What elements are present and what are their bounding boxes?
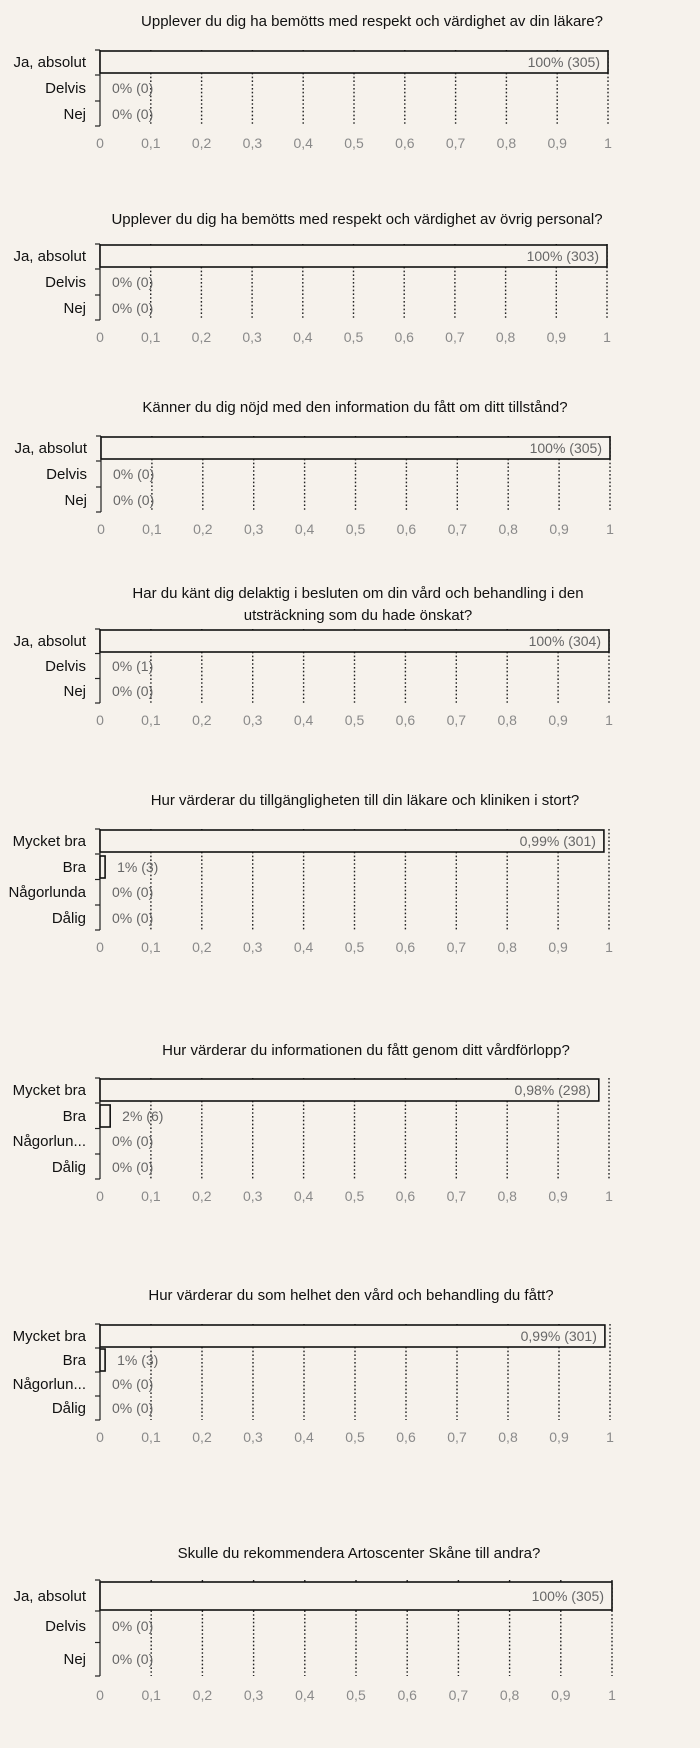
x-tick-label: 0,6 — [394, 329, 414, 345]
x-tick-label: 0 — [96, 939, 104, 955]
x-tick-label: 0,2 — [191, 135, 212, 151]
category-label: Delvis — [45, 658, 86, 675]
x-tick-label: 0,8 — [497, 939, 517, 955]
x-tick-label: 0,2 — [192, 1188, 212, 1204]
x-tick-label: 0,5 — [345, 1429, 365, 1445]
x-tick-label: 0,2 — [192, 939, 212, 955]
x-tick-label: 0,7 — [447, 1429, 467, 1445]
category-label: Nej — [64, 492, 87, 509]
category-label: Mycket bra — [12, 1082, 86, 1099]
x-tick-label: 0,7 — [446, 1188, 467, 1204]
x-tick-label: 0,9 — [548, 712, 568, 728]
category-label: Nej — [63, 1651, 86, 1668]
chart-title: Skulle du rekommendera Artoscenter Skåne till andra? — [177, 1545, 541, 1562]
x-tick-label: 0,6 — [396, 521, 417, 537]
chart-3 — [0, 380, 700, 570]
x-tick-label: 0 — [97, 521, 105, 537]
chart-7 — [0, 1260, 700, 1520]
chart-title: Känner du dig nöjd med den information du fått om ditt tillstånd? — [142, 399, 568, 416]
x-tick-label: 0,7 — [445, 135, 466, 151]
x-tick-label: 0,7 — [446, 712, 467, 728]
x-tick-label: 0,7 — [448, 1687, 469, 1703]
data-label: 100% (303) — [526, 248, 599, 264]
x-tick-label: 1 — [605, 712, 613, 728]
x-tick-label: 0 — [96, 329, 104, 345]
x-tick-label: 0,3 — [242, 1188, 263, 1204]
x-tick-label: 0,1 — [141, 712, 161, 728]
data-label: 0% (0) — [112, 1133, 154, 1149]
chart-6 — [0, 1010, 700, 1260]
data-label: 0% (0) — [112, 1376, 154, 1392]
data-label: 0% (0) — [112, 683, 154, 699]
x-tick-label: 0,4 — [294, 1429, 314, 1445]
x-tick-label: 0,4 — [293, 939, 314, 955]
category-label: Nej — [63, 300, 86, 317]
x-tick-label: 0,3 — [242, 712, 263, 728]
x-tick-label: 0,5 — [344, 1188, 365, 1204]
x-tick-label: 0,2 — [192, 1687, 213, 1703]
x-tick-label: 0,4 — [293, 135, 313, 151]
data-label: 100% (305) — [531, 1588, 604, 1604]
category-label: Ja, absolut — [13, 633, 86, 650]
x-tick-label: 0,5 — [343, 329, 364, 345]
x-tick-label: 0,1 — [141, 1429, 161, 1445]
data-label: 0% (0) — [112, 1651, 154, 1667]
x-tick-label: 0,3 — [242, 939, 263, 955]
x-tick-label: 0,7 — [445, 329, 465, 345]
x-tick-label: 0,1 — [141, 1188, 161, 1204]
x-tick-label: 0 — [96, 135, 104, 151]
category-label: Delvis — [45, 1618, 86, 1635]
x-tick-label: 0 — [96, 1188, 104, 1204]
x-tick-label: 0,4 — [295, 1687, 315, 1703]
x-tick-label: 0,6 — [397, 1687, 417, 1703]
x-tick-label: 0,9 — [551, 1687, 571, 1703]
data-label: 0% (0) — [112, 1159, 154, 1175]
bar — [100, 1105, 110, 1127]
x-tick-label: 0,6 — [395, 712, 416, 728]
x-tick-label: 0,9 — [546, 329, 567, 345]
category-label: Någorlun... — [12, 1133, 86, 1150]
x-tick-label: 0,5 — [344, 712, 365, 728]
x-tick-label: 0,2 — [192, 1429, 212, 1445]
chart-title: Hur värderar du tillgängligheten till din läkare och kliniken i stort? — [150, 792, 580, 809]
x-tick-label: 0,9 — [548, 939, 568, 955]
x-tick-label: 0,8 — [497, 1188, 517, 1204]
x-tick-label: 0,9 — [549, 521, 569, 537]
category-label: Delvis — [46, 466, 87, 483]
chart-title: utsträckning som du hade önskat? — [243, 607, 473, 624]
x-tick-label: 0,2 — [192, 712, 212, 728]
x-tick-label: 0,8 — [495, 329, 516, 345]
x-tick-label: 0 — [96, 1429, 104, 1445]
category-label: Någorlun... — [12, 1376, 86, 1393]
data-label: 0% (0) — [112, 106, 154, 122]
data-label: 0% (0) — [112, 1618, 154, 1634]
x-tick-label: 0,3 — [243, 521, 264, 537]
x-tick-label: 0,6 — [395, 1188, 416, 1204]
x-tick-label: 0 — [96, 712, 104, 728]
chart-2 — [0, 190, 700, 380]
x-tick-label: 0,6 — [395, 135, 415, 151]
chart-4 — [0, 570, 700, 760]
bar — [100, 856, 105, 878]
data-label: 1% (3) — [117, 859, 159, 875]
data-label: 2% (6) — [122, 1108, 164, 1124]
x-tick-label: 0,4 — [293, 1188, 314, 1204]
x-tick-label: 1 — [605, 1188, 613, 1204]
category-label: Bra — [62, 1352, 86, 1369]
x-tick-label: 0,4 — [293, 712, 314, 728]
x-tick-label: 0,8 — [499, 1687, 520, 1703]
x-tick-label: 0,1 — [142, 521, 162, 537]
x-tick-label: 0,6 — [396, 1429, 416, 1445]
category-label: Ja, absolut — [13, 54, 86, 71]
x-tick-label: 0,5 — [344, 939, 365, 955]
category-label: Ja, absolut — [13, 248, 86, 265]
data-label: 0% (0) — [112, 274, 154, 290]
x-tick-label: 1 — [606, 1429, 614, 1445]
x-tick-label: 0,3 — [243, 1429, 263, 1445]
x-tick-label: 0,9 — [548, 1188, 568, 1204]
data-label: 100% (305) — [527, 54, 600, 70]
category-label: Bra — [62, 1108, 86, 1125]
bar — [100, 1349, 105, 1371]
x-tick-label: 0,2 — [191, 329, 212, 345]
category-label: Mycket bra — [12, 1328, 86, 1345]
category-label: Dålig — [51, 1159, 86, 1176]
chart-5 — [0, 760, 700, 1010]
x-tick-label: 0,9 — [549, 1429, 569, 1445]
category-label: Delvis — [45, 80, 86, 97]
x-tick-label: 0,8 — [497, 712, 517, 728]
chart-title: Hur värderar du som helhet den vård och behandling du fått? — [148, 1287, 554, 1304]
category-label: Bra — [62, 859, 86, 876]
x-tick-label: 0,5 — [344, 135, 364, 151]
x-tick-label: 0,8 — [498, 1429, 518, 1445]
x-tick-label: 0,8 — [498, 521, 518, 537]
x-tick-label: 0,4 — [293, 329, 313, 345]
x-tick-label: 0,2 — [193, 521, 213, 537]
x-tick-label: 0 — [96, 1687, 104, 1703]
chart-title: Hur värderar du informationen du fått genom ditt vårdförlopp? — [162, 1042, 570, 1059]
x-tick-label: 0,3 — [243, 1687, 264, 1703]
chart-title: Upplever du dig ha bemötts med respekt och värdighet av övrig personal? — [111, 211, 603, 228]
category-label: Dålig — [51, 910, 86, 927]
x-tick-label: 0,1 — [141, 1687, 161, 1703]
data-label: 1% (3) — [117, 1352, 159, 1368]
x-tick-label: 0,1 — [141, 135, 161, 151]
data-label: 100% (305) — [529, 440, 602, 456]
chart-title: Har du känt dig delaktig i besluten om din vård och behandling i den — [132, 585, 584, 602]
x-tick-label: 1 — [603, 329, 611, 345]
data-label: 100% (304) — [528, 633, 601, 649]
category-label: Ja, absolut — [13, 1588, 86, 1605]
data-label: 0% (0) — [113, 492, 155, 508]
x-tick-label: 1 — [605, 939, 613, 955]
x-tick-label: 1 — [608, 1687, 616, 1703]
x-tick-label: 0,7 — [447, 521, 468, 537]
data-label: 0,99% (301) — [520, 1328, 597, 1344]
category-label: Ja, absolut — [14, 440, 87, 457]
data-label: 0% (0) — [112, 884, 154, 900]
chart-8 — [0, 1520, 700, 1748]
x-tick-label: 0,3 — [242, 329, 262, 345]
category-label: Dålig — [51, 1400, 86, 1417]
category-label: Delvis — [45, 274, 86, 291]
data-label: 0% (0) — [112, 300, 154, 316]
x-tick-label: 0,5 — [345, 521, 366, 537]
x-tick-label: 0,7 — [446, 939, 467, 955]
data-label: 0,99% (301) — [519, 833, 596, 849]
category-label: Någorlunda — [8, 884, 86, 901]
data-label: 0,98% (298) — [514, 1082, 591, 1098]
chart-1 — [0, 0, 700, 190]
data-label: 0% (0) — [112, 910, 154, 926]
data-label: 0% (0) — [112, 1400, 154, 1416]
x-tick-label: 0,8 — [496, 135, 517, 151]
x-tick-label: 0,6 — [395, 939, 416, 955]
data-label: 0% (1) — [112, 658, 154, 674]
x-tick-label: 1 — [606, 521, 614, 537]
category-label: Nej — [63, 683, 86, 700]
category-label: Nej — [63, 106, 86, 123]
x-tick-label: 0,9 — [547, 135, 567, 151]
x-tick-label: 0,4 — [294, 521, 315, 537]
data-label: 0% (0) — [112, 80, 154, 96]
x-tick-label: 0,3 — [242, 135, 263, 151]
x-tick-label: 1 — [604, 135, 612, 151]
chart-title: Upplever du dig ha bemötts med respekt och värdighet av din läkare? — [141, 13, 603, 30]
x-tick-label: 0,1 — [141, 939, 161, 955]
category-label: Mycket bra — [12, 833, 86, 850]
x-tick-label: 0,1 — [140, 329, 161, 345]
x-tick-label: 0,5 — [346, 1687, 366, 1703]
data-label: 0% (0) — [113, 466, 155, 482]
